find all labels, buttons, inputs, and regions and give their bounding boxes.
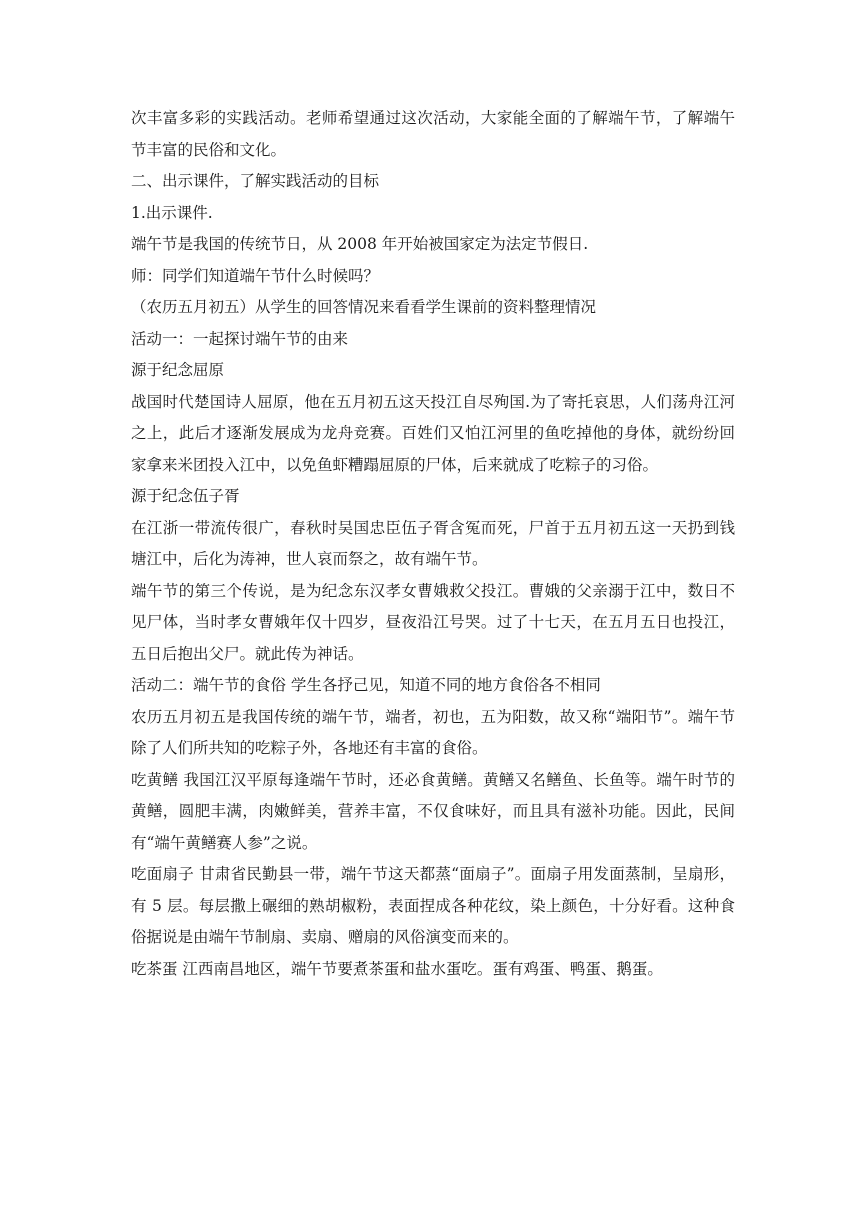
food-eel-text: 吃黄鳝 我国江汉平原每逢端午节时，还必食黄鳝。黄鳝又名鳝鱼、长鱼等。端午时节的黄鳝，圆肥丰满，肉嫩鲜美，营养丰富，不仅食味好，而且具有滋补功能。因此，民间有“端午黄鳝赛人参”之说。	[131, 770, 735, 852]
food-fan-bun-text: 吃面扇子 甘肃省民勤县一带，端午节这天都蒸“面扇子”。面扇子用发面蒸制，呈扇形，有 5 层。每层撒上碾细的熟胡椒粉，表面捏成各种花纹，染上颜色，十分好看。这种食俗据说是由端午节制扇、卖扇、赠扇的风俗演变而来的。	[131, 865, 735, 946]
origin-qu-yuan-text: 战国时代楚国诗人屈原，他在五月初五这天投江自尽殉国.为了寄托哀思，人们荡舟江河之上，此后才逐渐发展成为龙舟竞赛。百姓们又怕江河里的鱼吃掉他的身体，就纷纷回家拿来米团投入江中，以免鱼虾糟蹋屈原的尸体，后来就成了吃粽子的习俗。	[131, 392, 735, 474]
origin-wu-zixu-heading: 源于纪念伍子胥	[131, 487, 240, 505]
paragraph-legal-holiday: 端午节是我国的传统节日，从 2008 年开始被国家定为法定节假日.	[131, 235, 589, 253]
paragraph-teacher-question: 师：同学们知道端午节什么时候吗？	[131, 266, 380, 285]
origin-qu-yuan-heading: 源于纪念屈原	[131, 361, 225, 379]
origin-wu-zixu-text: 在江浙一带流传很广，春秋时吴国忠臣伍子胥含冤而死，尸首于五月初五这一天扔到钱塘江中，后化为涛神，世人哀而祭之，故有端午节。	[131, 518, 735, 568]
document-body	[131, 103, 735, 985]
activity-two-heading: 活动二：端午节的食俗 学生各抒己见，知道不同的地方食俗各不相同	[131, 676, 601, 694]
origin-cao-e-text: 端午节的第三个传说，是为纪念东汉孝女曹娥救父投江。曹娥的父亲溺于江中，数日不见尸体，当时孝女曹娥年仅十四岁，昼夜沿江号哭。过了十七天，在五月五日也投江，五日后抱出父尸。就此传为神话。	[131, 581, 735, 663]
paragraph-student-answer: （农历五月初五）从学生的回答情况来看看学生课前的资料整理情况	[131, 298, 597, 316]
paragraph-show-courseware: 1.出示课件.	[131, 203, 213, 222]
food-customs-intro: 农历五月初五是我国传统的端午节，端者，初也，五为阳数，故又称“端阳节”。端午节除了人们所共知的吃粽子外，各地还有丰富的食俗。	[131, 707, 735, 757]
paragraph-1: 次丰富多彩的实践活动。老师希望通过这次活动，大家能全面的了解端午节，了解端午节丰富的民俗和文化。	[131, 109, 735, 159]
food-tea-egg-text: 吃茶蛋 江西南昌地区，端午节要煮茶蛋和盐水蛋吃。蛋有鸡蛋、鸭蛋、鹅蛋。	[131, 959, 663, 978]
activity-one-heading: 活动一：一起探讨端午节的由来	[131, 329, 349, 348]
section-heading-objectives: 二、出示课件，了解实践活动的目标	[131, 172, 380, 190]
